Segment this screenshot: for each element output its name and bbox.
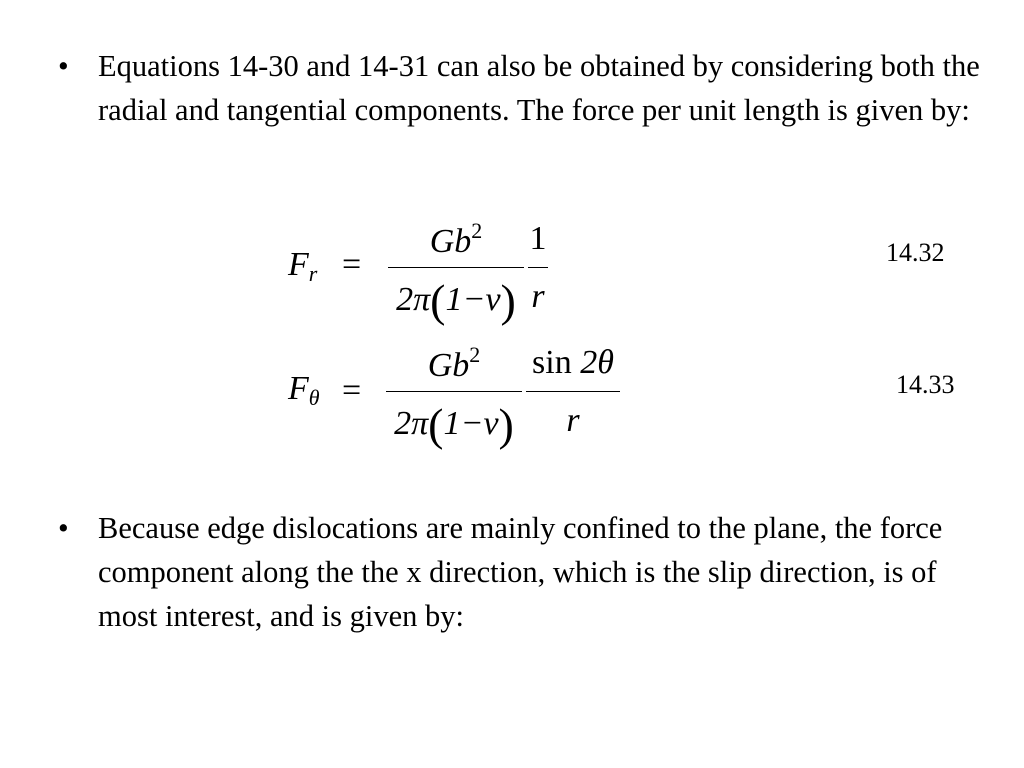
bullet-text: Equations 14-30 and 14-31 can also be obtained by considering both the radial and tangential components. The force per unit length is given by: (98, 49, 980, 127)
equation-number: 14.33 (896, 370, 955, 399)
equation-number: 14.32 (886, 238, 945, 267)
bullet-marker: • (58, 49, 69, 83)
bullet-paragraph-2 (58, 506, 998, 638)
fraction-bar (386, 391, 522, 392)
fraction-denominator: r (566, 402, 580, 439)
fraction-numerator: Gb$^2$ (429, 218, 483, 260)
bullet-marker: • (58, 511, 69, 545)
fraction-denominator: r (531, 278, 545, 315)
fraction-denominator: 2π(1−ν) (396, 275, 516, 326)
equals-sign: = (342, 372, 362, 409)
equals-sign: = (342, 246, 362, 283)
equation-lhs-subscript: r (308, 261, 318, 286)
equation-lhs-subscript: θ (308, 385, 320, 410)
bullet-paragraph-1 (58, 44, 998, 132)
fraction-bar (528, 267, 548, 268)
fraction-numerator: Gb$^2$ (427, 342, 481, 384)
fraction-numerator: 1 (529, 220, 547, 257)
fraction-numerator: sin 2θ (532, 344, 614, 381)
equation-lhs: $F_r$ (288, 246, 318, 286)
fraction-bar (526, 391, 620, 392)
equation-lhs: $F_\theta$ (288, 370, 320, 410)
fraction-bar (388, 267, 524, 268)
fraction-denominator: 2π(1−ν) (394, 399, 514, 450)
bullet-text: Because edge dislocations are mainly confined to the plane, the force component along the the x direction, which is the slip direction, is of most interest, and is given by: (98, 511, 943, 633)
